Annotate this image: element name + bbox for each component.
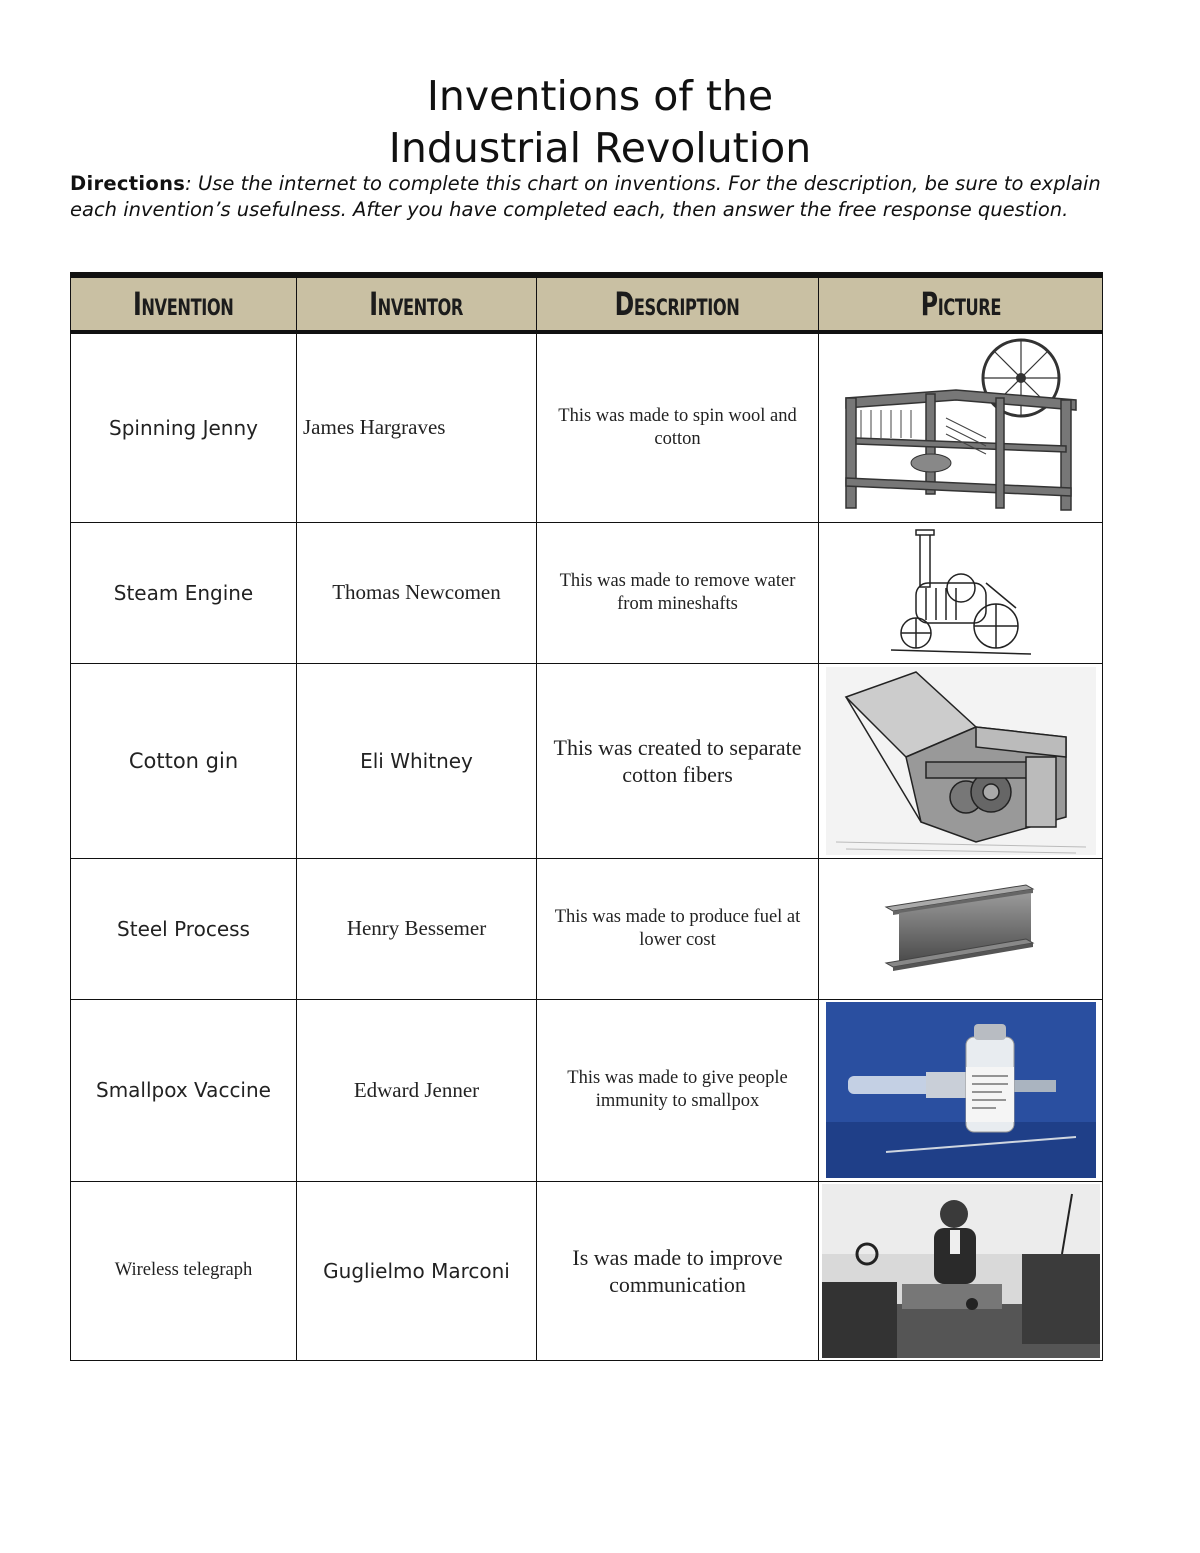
invention-cell: Steam Engine	[71, 522, 297, 663]
picture-cell	[819, 999, 1103, 1181]
picture-cell	[819, 332, 1103, 522]
table-row	[71, 522, 1103, 663]
description-cell: This was made to spin wool and cotton	[537, 332, 819, 522]
header-inventor: Inventor	[297, 275, 537, 332]
vaccine-vial-syringe-photo	[826, 1002, 1096, 1178]
table-row	[71, 1181, 1103, 1360]
spinning-jenny-illustration	[836, 338, 1086, 518]
header-invention: Invention	[71, 275, 297, 332]
table-row	[71, 332, 1103, 522]
picture-cell	[819, 663, 1103, 858]
inventor-cell: Eli Whitney	[297, 663, 537, 858]
invention-cell: Spinning Jenny	[71, 332, 297, 522]
inventor-cell: Henry Bessemer	[297, 858, 537, 999]
title-line-2: Industrial Revolution	[388, 124, 812, 172]
inventions-table	[70, 272, 1103, 1361]
picture-cell	[819, 1181, 1103, 1360]
table-row	[71, 663, 1103, 858]
picture-cell	[819, 522, 1103, 663]
marconi-telegraph-photo	[822, 1184, 1100, 1358]
description-cell: This was made to produce fuel at lower cost	[537, 858, 819, 999]
invention-cell: Steel Process	[71, 858, 297, 999]
table-row	[71, 999, 1103, 1181]
invention-cell: Cotton gin	[71, 663, 297, 858]
directions-paragraph	[70, 171, 1130, 222]
invention-cell: Wireless telegraph	[71, 1181, 297, 1360]
header-picture: Picture	[819, 275, 1103, 332]
description-cell: This was made to give people immunity to smallpox	[537, 999, 819, 1181]
inventor-cell: Edward Jenner	[297, 999, 537, 1181]
title-line-1: Inventions of the	[426, 72, 774, 120]
description-cell: This was created to separate cotton fibers	[537, 663, 819, 858]
table-row	[71, 858, 1103, 999]
table-header-row	[71, 275, 1103, 332]
inventor-cell: James Hargraves	[297, 332, 537, 522]
description-cell: This was made to remove water from mineshafts	[537, 522, 819, 663]
steel-i-beam-photo	[881, 879, 1041, 979]
steam-engine-illustration	[886, 528, 1036, 658]
cotton-gin-illustration	[826, 667, 1096, 855]
picture-cell	[819, 858, 1103, 999]
description-cell: Is was made to improve communication	[537, 1181, 819, 1360]
invention-cell: Smallpox Vaccine	[71, 999, 297, 1181]
header-description: Description	[537, 275, 819, 332]
inventor-cell: Thomas Newcomen	[297, 522, 537, 663]
directions-text: : Use the internet to complete this chart on inventions. For the description, be sure to explain each invention’s usefulness. After you have completed each, then answer the free response question.	[70, 172, 1101, 221]
inventor-cell: Guglielmo Marconi	[297, 1181, 537, 1360]
directions-label: Directions	[70, 172, 186, 195]
page-title	[0, 70, 1200, 174]
